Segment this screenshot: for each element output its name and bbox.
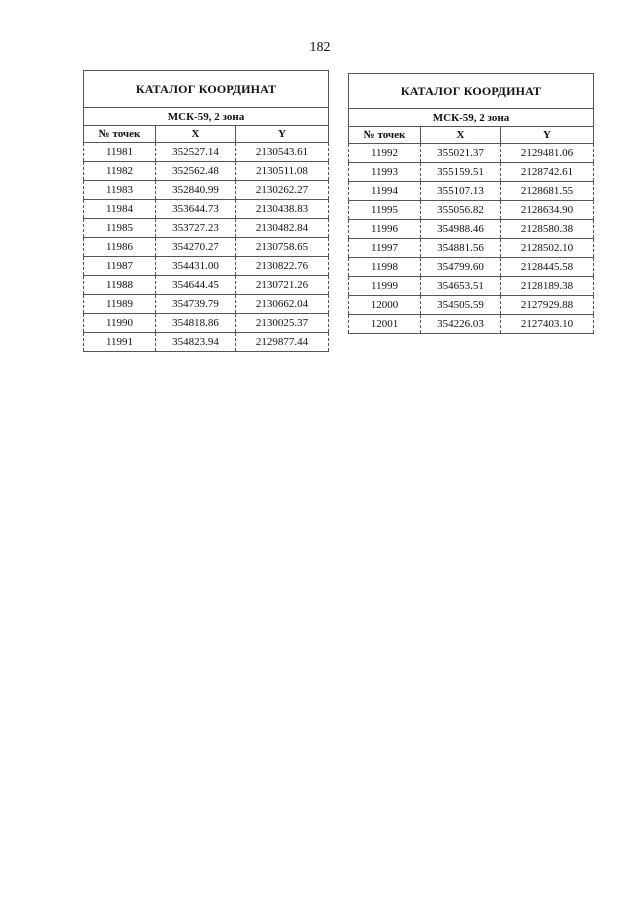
table-row bbox=[84, 333, 329, 352]
y-coordinate-cell: 2129877.44 bbox=[236, 333, 329, 352]
x-coordinate-cell: 354505.59 bbox=[421, 296, 501, 315]
y-coordinate-cell: 2128742.61 bbox=[501, 163, 594, 182]
point-number-cell: 11990 bbox=[84, 314, 156, 333]
y-coordinate-cell: 2130262.27 bbox=[236, 181, 329, 200]
y-coordinate-cell: 2129481.06 bbox=[501, 144, 594, 163]
y-coordinate-cell: 2128502.10 bbox=[501, 239, 594, 258]
point-number-cell: 11982 bbox=[84, 162, 156, 181]
y-coordinate-cell: 2130662.04 bbox=[236, 295, 329, 314]
y-coordinate-cell: 2130758.65 bbox=[236, 238, 329, 257]
x-coordinate-cell: 355056.82 bbox=[421, 201, 501, 220]
y-coordinate-cell: 2130438.83 bbox=[236, 200, 329, 219]
x-coordinate-cell: 353727.23 bbox=[156, 219, 236, 238]
x-coordinate-cell: 354431.00 bbox=[156, 257, 236, 276]
point-number-cell: 11991 bbox=[84, 333, 156, 352]
table-row bbox=[349, 296, 594, 315]
y-coordinate-cell: 2128189.38 bbox=[501, 277, 594, 296]
table-row bbox=[84, 200, 329, 219]
column-header-y: Y bbox=[236, 126, 329, 143]
point-number-cell: 12001 bbox=[349, 315, 421, 334]
x-coordinate-cell: 354881.56 bbox=[421, 239, 501, 258]
table-body bbox=[84, 143, 329, 352]
x-coordinate-cell: 354270.27 bbox=[156, 238, 236, 257]
coordinate-catalog-table-right bbox=[348, 73, 594, 334]
coordinate-catalog-table-left bbox=[83, 70, 329, 352]
table-row bbox=[349, 182, 594, 201]
column-header-x: X bbox=[156, 126, 236, 143]
point-number-cell: 11985 bbox=[84, 219, 156, 238]
y-coordinate-cell: 2128634.90 bbox=[501, 201, 594, 220]
point-number-cell: 11992 bbox=[349, 144, 421, 163]
x-coordinate-cell: 354818.86 bbox=[156, 314, 236, 333]
table-row bbox=[84, 162, 329, 181]
y-coordinate-cell: 2130721.26 bbox=[236, 276, 329, 295]
x-coordinate-cell: 354823.94 bbox=[156, 333, 236, 352]
x-coordinate-cell: 352562.48 bbox=[156, 162, 236, 181]
table-zone: МСК-59, 2 зона bbox=[84, 108, 329, 126]
table-title: КАТАЛОГ КООРДИНАТ bbox=[84, 71, 329, 108]
table-row bbox=[84, 143, 329, 162]
y-coordinate-cell: 2128580.38 bbox=[501, 220, 594, 239]
table-row bbox=[84, 295, 329, 314]
column-header-y: Y bbox=[501, 127, 594, 144]
y-coordinate-cell: 2130822.76 bbox=[236, 257, 329, 276]
table-row bbox=[349, 277, 594, 296]
point-number-cell: 11983 bbox=[84, 181, 156, 200]
table-row bbox=[84, 257, 329, 276]
table-row bbox=[349, 220, 594, 239]
x-coordinate-cell: 354988.46 bbox=[421, 220, 501, 239]
column-header-point-number: № точек bbox=[84, 126, 156, 143]
table-row bbox=[349, 315, 594, 334]
y-coordinate-cell: 2130025.37 bbox=[236, 314, 329, 333]
point-number-cell: 11981 bbox=[84, 143, 156, 162]
point-number-cell: 11997 bbox=[349, 239, 421, 258]
table-row bbox=[84, 276, 329, 295]
table-zone: МСК-59, 2 зона bbox=[349, 109, 594, 127]
x-coordinate-cell: 354739.79 bbox=[156, 295, 236, 314]
point-number-cell: 11994 bbox=[349, 182, 421, 201]
x-coordinate-cell: 353644.73 bbox=[156, 200, 236, 219]
point-number-cell: 11986 bbox=[84, 238, 156, 257]
point-number-cell: 11995 bbox=[349, 201, 421, 220]
x-coordinate-cell: 355107.13 bbox=[421, 182, 501, 201]
point-number-cell: 11984 bbox=[84, 200, 156, 219]
y-coordinate-cell: 2128445.58 bbox=[501, 258, 594, 277]
table-row bbox=[84, 219, 329, 238]
table-row bbox=[84, 238, 329, 257]
column-header-x: X bbox=[421, 127, 501, 144]
table-row bbox=[84, 181, 329, 200]
point-number-cell: 11989 bbox=[84, 295, 156, 314]
table-row bbox=[349, 163, 594, 182]
point-number-cell: 11998 bbox=[349, 258, 421, 277]
page-number: 182 bbox=[309, 40, 331, 55]
point-number-cell: 11987 bbox=[84, 257, 156, 276]
x-coordinate-cell: 354226.03 bbox=[421, 315, 501, 334]
y-coordinate-cell: 2127929.88 bbox=[501, 296, 594, 315]
y-coordinate-cell: 2130482.84 bbox=[236, 219, 329, 238]
table-row bbox=[84, 314, 329, 333]
point-number-cell: 11988 bbox=[84, 276, 156, 295]
table-row bbox=[349, 144, 594, 163]
point-number-cell: 12000 bbox=[349, 296, 421, 315]
x-coordinate-cell: 352840.99 bbox=[156, 181, 236, 200]
table-row bbox=[349, 258, 594, 277]
x-coordinate-cell: 354644.45 bbox=[156, 276, 236, 295]
table-title: КАТАЛОГ КООРДИНАТ bbox=[349, 74, 594, 109]
x-coordinate-cell: 355021.37 bbox=[421, 144, 501, 163]
table-body bbox=[349, 144, 594, 334]
table-row bbox=[349, 239, 594, 258]
x-coordinate-cell: 354799.60 bbox=[421, 258, 501, 277]
x-coordinate-cell: 354653.51 bbox=[421, 277, 501, 296]
y-coordinate-cell: 2130543.61 bbox=[236, 143, 329, 162]
point-number-cell: 11999 bbox=[349, 277, 421, 296]
table-row bbox=[349, 201, 594, 220]
point-number-cell: 11996 bbox=[349, 220, 421, 239]
point-number-cell: 11993 bbox=[349, 163, 421, 182]
x-coordinate-cell: 352527.14 bbox=[156, 143, 236, 162]
y-coordinate-cell: 2128681.55 bbox=[501, 182, 594, 201]
y-coordinate-cell: 2127403.10 bbox=[501, 315, 594, 334]
y-coordinate-cell: 2130511.08 bbox=[236, 162, 329, 181]
column-header-point-number: № точек bbox=[349, 127, 421, 144]
x-coordinate-cell: 355159.51 bbox=[421, 163, 501, 182]
